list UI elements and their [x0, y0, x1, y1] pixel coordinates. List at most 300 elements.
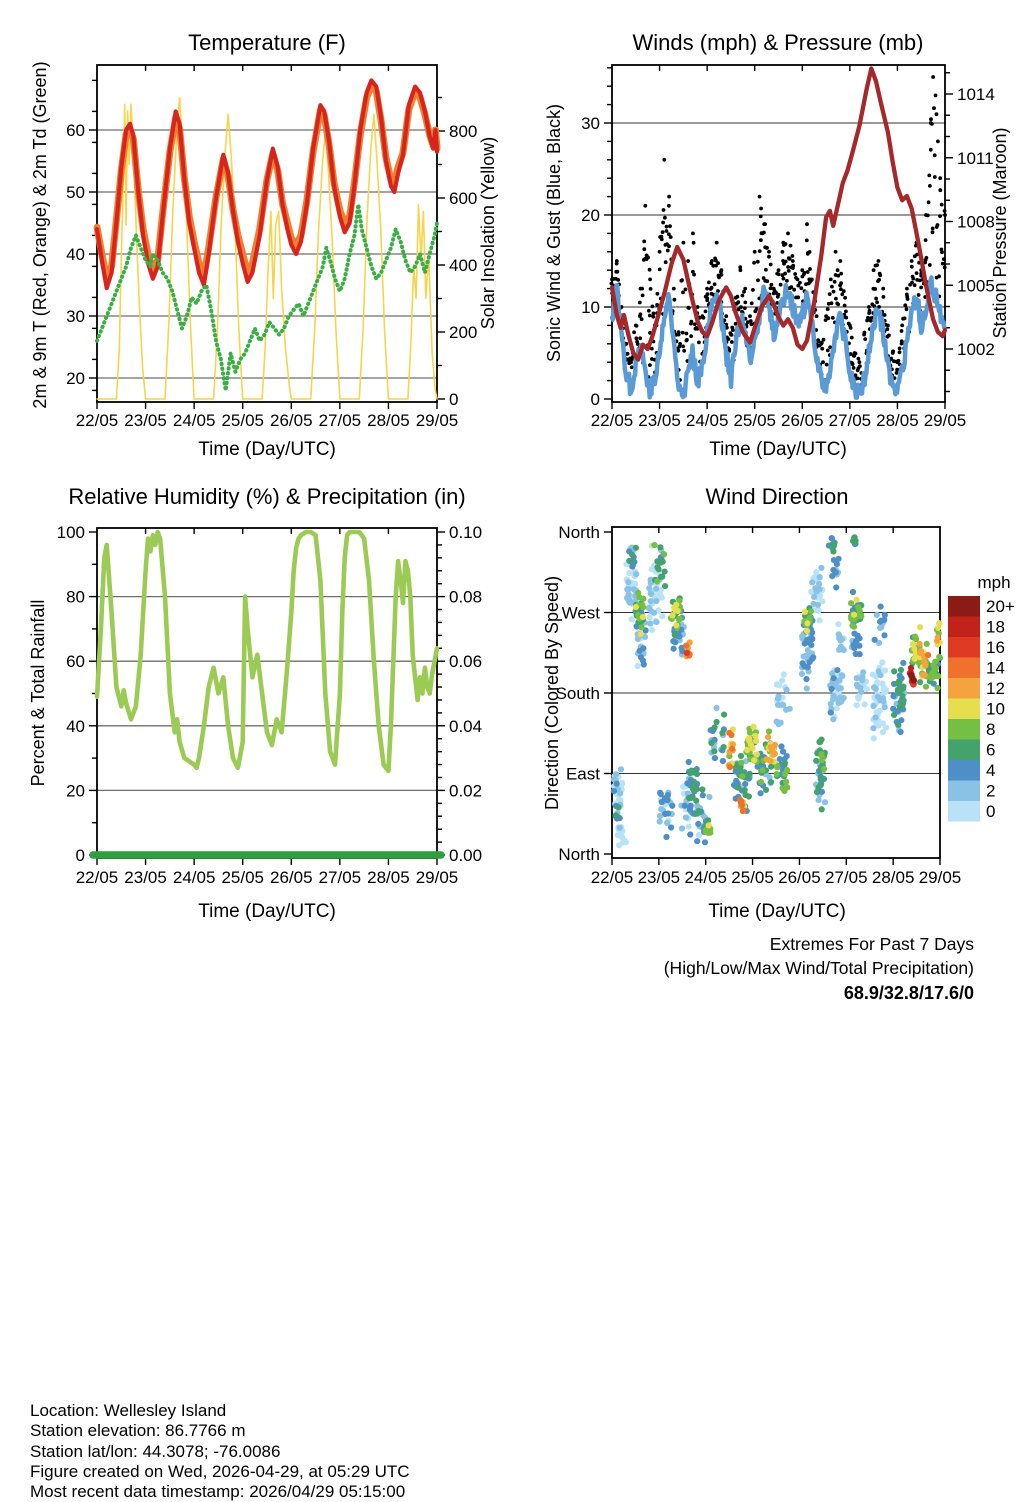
- direction-dot: [647, 621, 653, 627]
- direction-dot: [917, 641, 923, 647]
- x-tick-label: 24/05: [684, 868, 727, 887]
- gust-dot: [791, 266, 795, 270]
- direction-dot: [818, 565, 824, 571]
- direction-dot: [657, 790, 663, 796]
- direction-dot: [897, 688, 903, 694]
- gust-dot: [924, 238, 928, 242]
- gust-dot: [706, 292, 710, 296]
- gust-dot: [758, 249, 762, 253]
- gust-dot: [828, 292, 832, 296]
- legend-label: 8: [986, 720, 996, 739]
- gust-dot: [655, 303, 659, 307]
- direction-dot: [616, 842, 622, 848]
- direction-dot: [741, 808, 747, 814]
- direction-dot: [858, 613, 864, 619]
- gust-dot: [687, 306, 691, 310]
- direction-dot: [699, 786, 705, 792]
- direction-dot: [812, 585, 818, 591]
- direction-dot: [766, 728, 772, 734]
- y-tick-label: 0.04: [449, 716, 483, 736]
- gust-dot: [824, 314, 828, 318]
- direction-dot: [743, 792, 749, 798]
- gust-dot: [638, 301, 642, 305]
- wind-direction-title: Wind Direction: [705, 484, 849, 509]
- gust-dot: [626, 352, 630, 356]
- direction-dot: [853, 538, 859, 544]
- legend-swatch: [948, 719, 980, 740]
- gust-dot: [692, 273, 696, 277]
- direction-dot: [854, 675, 860, 681]
- direction-dot: [748, 741, 754, 747]
- gust-dot: [911, 277, 915, 281]
- direction-dot: [784, 687, 790, 693]
- y-tick-label: 0: [449, 390, 459, 409]
- direction-dot: [628, 558, 634, 564]
- direction-dot: [686, 824, 692, 830]
- direction-dot: [782, 760, 788, 766]
- direction-dot: [898, 667, 904, 673]
- gust-dot: [917, 293, 921, 297]
- direction-dot: [751, 757, 757, 763]
- gust-dot: [716, 261, 720, 265]
- direction-dot: [898, 729, 904, 735]
- direction-dot: [853, 638, 859, 644]
- gust-dot: [905, 293, 909, 297]
- gust-dot: [903, 317, 907, 321]
- direction-dot: [870, 703, 876, 709]
- y-tick-label: 1014: [957, 85, 995, 104]
- gust-dot: [667, 195, 671, 199]
- direction-dot: [640, 657, 646, 663]
- direction-dot: [615, 804, 621, 810]
- gust-dot: [788, 257, 792, 261]
- direction-dot: [808, 608, 814, 614]
- direction-dot: [807, 615, 813, 621]
- gust-dot: [783, 272, 787, 276]
- gust-dot: [786, 232, 790, 236]
- direction-dot: [640, 614, 646, 620]
- direction-dot: [851, 624, 857, 630]
- gust-dot: [875, 300, 879, 304]
- direction-dot: [735, 785, 741, 791]
- direction-dot: [613, 771, 619, 777]
- gust-dot: [669, 235, 673, 239]
- gust-dot: [881, 287, 885, 291]
- gust-dot: [928, 263, 932, 267]
- y-tick-label: 1005: [957, 276, 995, 296]
- direction-dot: [838, 644, 844, 650]
- temperature-title: Temperature (F): [188, 30, 346, 55]
- gust-dot: [940, 248, 944, 252]
- gust-dot: [685, 332, 689, 336]
- gust-dot: [756, 278, 760, 282]
- direction-dot: [822, 799, 828, 805]
- gust-dot: [830, 301, 834, 305]
- gust-dot: [647, 309, 651, 313]
- gust-dot: [691, 232, 695, 236]
- gust-dot: [786, 265, 790, 269]
- gust-dot: [821, 360, 825, 364]
- gust-dot: [933, 153, 937, 157]
- direction-dot: [637, 631, 643, 637]
- gust-dot: [750, 301, 754, 305]
- y-tick-label: 0.08: [449, 587, 483, 607]
- pressure-line: [612, 69, 945, 360]
- direction-dot: [633, 545, 639, 551]
- gust-dot: [943, 213, 947, 217]
- gust-dot: [819, 342, 823, 346]
- direction-dot: [911, 646, 917, 652]
- gust-dot: [844, 316, 848, 320]
- direction-dot: [934, 685, 940, 691]
- direction-dot: [897, 704, 903, 710]
- direction-dot: [878, 624, 884, 630]
- direction-dot: [828, 701, 834, 707]
- direction-dot: [662, 569, 668, 575]
- gust-dot: [667, 204, 671, 208]
- direction-dot: [728, 732, 734, 738]
- gust-dot: [710, 286, 714, 290]
- gust-dot: [648, 268, 652, 272]
- gust-dot: [927, 200, 931, 204]
- direction-dot: [781, 671, 787, 677]
- gust-dot: [748, 314, 752, 318]
- direction-dot: [635, 663, 641, 669]
- y-tick-label: 50: [66, 183, 85, 202]
- direction-dot: [742, 781, 748, 787]
- gust-dot: [616, 278, 620, 282]
- direction-dot: [873, 686, 879, 692]
- gust-dot: [642, 240, 646, 244]
- footer-latlon: Station lat/lon: 44.3078; -76.0086: [30, 1441, 281, 1461]
- wind-direction-plot-area: [556, 523, 962, 887]
- legend-swatch: [948, 637, 980, 658]
- gust-dot: [874, 297, 878, 301]
- direction-dot: [894, 681, 900, 687]
- direction-dot: [809, 579, 815, 585]
- direction-dot: [935, 634, 941, 640]
- x-tick-label: 23/05: [124, 868, 167, 887]
- direction-dot: [816, 797, 822, 803]
- gust-dot: [898, 350, 902, 354]
- direction-dot: [657, 819, 663, 825]
- direction-dot: [833, 584, 839, 590]
- y-tick-label: 200: [449, 323, 478, 342]
- gust-dot: [648, 278, 652, 282]
- direction-dot: [744, 747, 750, 753]
- direction-dot: [714, 719, 720, 725]
- gust-dot: [685, 338, 689, 342]
- y-tick-label: 800: [449, 122, 478, 141]
- gust-dot: [681, 331, 685, 335]
- gust-dot: [822, 338, 826, 342]
- direction-dot: [712, 755, 718, 761]
- direction-dot: [879, 659, 885, 665]
- gust-dot: [867, 311, 871, 315]
- direction-dot: [758, 779, 764, 785]
- direction-dot: [647, 614, 653, 620]
- direction-dot: [629, 552, 635, 558]
- direction-dot: [679, 825, 685, 831]
- y-tick-label: 20: [66, 369, 85, 388]
- legend-label: 20+: [986, 597, 1015, 616]
- direction-dot: [713, 705, 719, 711]
- direction-dot: [839, 636, 845, 642]
- gust-dot: [929, 148, 933, 152]
- direction-dot: [672, 632, 678, 638]
- y-tick-label: South: [555, 684, 600, 703]
- direction-dot: [706, 822, 712, 828]
- direction-dot: [711, 748, 717, 754]
- gust-dot: [686, 259, 690, 263]
- gust-dot: [648, 363, 652, 367]
- gust-dot: [713, 282, 717, 286]
- gust-dot: [796, 278, 800, 282]
- gust-dot: [758, 195, 762, 199]
- gust-dot: [805, 239, 809, 243]
- direction-dot: [853, 597, 859, 603]
- gust-dot: [781, 241, 785, 245]
- direction-dot: [653, 619, 659, 625]
- gust-dot: [873, 287, 877, 291]
- direction-dot: [759, 767, 765, 773]
- winds-xlabel: Time (Day/UTC): [709, 439, 847, 460]
- direction-dot: [830, 716, 836, 722]
- direction-dot: [753, 738, 759, 744]
- gust-dot: [815, 314, 819, 318]
- direction-dot: [639, 602, 645, 608]
- direction-dot: [882, 667, 888, 673]
- direction-dot: [821, 766, 827, 772]
- direction-dot: [778, 743, 784, 749]
- direction-dot: [877, 708, 883, 714]
- gust-dot: [767, 255, 771, 259]
- gust-dot: [662, 208, 666, 212]
- direction-dot: [818, 751, 824, 757]
- direction-dot: [828, 710, 834, 716]
- gust-dot: [852, 366, 856, 370]
- x-tick-label: 27/05: [318, 868, 362, 887]
- x-tick-label: 25/05: [733, 411, 776, 430]
- gust-dot: [656, 292, 660, 296]
- direction-dot: [831, 675, 837, 681]
- gust-dot: [730, 340, 734, 344]
- direction-dot: [870, 725, 876, 731]
- direction-dot: [738, 760, 744, 766]
- x-tick-label: 29/05: [923, 411, 967, 430]
- gust-dot: [664, 260, 668, 264]
- direction-dot: [818, 737, 824, 743]
- gust-dot: [862, 333, 866, 337]
- direction-dot: [639, 624, 645, 630]
- gust-dot: [810, 278, 814, 282]
- gust-dot: [938, 214, 942, 218]
- gust-dot: [853, 351, 857, 355]
- gust-dot: [615, 259, 619, 263]
- gust-dot: [739, 305, 743, 309]
- gust-dot: [750, 322, 754, 326]
- y-tick-label: 600: [449, 189, 478, 208]
- gust-dot: [743, 287, 747, 291]
- gust-dot: [765, 246, 769, 250]
- y-tick-label: 1002: [957, 340, 995, 359]
- wind-direction-panel: [512, 480, 1024, 1029]
- gust-dot: [856, 377, 860, 381]
- y-tick-label: 0.00: [449, 846, 483, 865]
- gust-dot: [779, 283, 783, 287]
- direction-dot: [897, 673, 903, 679]
- direction-dot: [895, 722, 901, 728]
- direction-dot: [837, 694, 843, 700]
- gust-dot: [638, 336, 642, 340]
- gust-dot: [929, 117, 933, 121]
- direction-dot: [882, 612, 888, 618]
- gust-dot: [863, 337, 867, 341]
- gust-dot: [936, 140, 940, 144]
- gust-dot: [681, 291, 685, 295]
- gust-dot: [900, 329, 904, 333]
- gust-dot: [736, 300, 740, 304]
- direction-dot: [917, 679, 923, 685]
- legend-swatch: [948, 699, 980, 720]
- gust-dot: [705, 296, 709, 300]
- direction-dot: [802, 609, 808, 615]
- direction-dot: [874, 612, 880, 618]
- gust-dot: [743, 306, 747, 310]
- gust-dot: [715, 241, 719, 245]
- direction-dot: [801, 663, 807, 669]
- gust-dot: [610, 278, 614, 282]
- gust-dot: [651, 305, 655, 309]
- wind-direction-xlabel: Time (Day/UTC): [708, 901, 846, 922]
- direction-dot: [747, 730, 753, 736]
- gust-dot: [935, 112, 939, 116]
- y-tick-label: North: [558, 845, 600, 864]
- gust-dot: [753, 250, 757, 254]
- direction-dot: [855, 604, 861, 610]
- direction-dot: [871, 735, 877, 741]
- direction-dot: [611, 788, 617, 794]
- direction-dot: [624, 586, 630, 592]
- direction-dot: [705, 830, 711, 836]
- direction-dot: [696, 832, 702, 838]
- x-tick-label: 22/05: [590, 868, 634, 887]
- direction-dot: [633, 571, 639, 577]
- gust-dot: [789, 285, 793, 289]
- direction-dot: [815, 602, 821, 608]
- direction-dot: [851, 631, 857, 637]
- winds-pressure-chart: [512, 0, 1024, 480]
- gust-dot: [839, 281, 843, 285]
- gust-dot: [941, 262, 945, 266]
- direction-dot: [921, 659, 927, 665]
- direction-dot: [923, 684, 929, 690]
- direction-dot: [683, 814, 689, 820]
- direction-dot: [784, 768, 790, 774]
- humidity-ylabel-left: Percent & Total Rainfall: [28, 599, 48, 787]
- gust-dot: [932, 106, 936, 110]
- direction-dot: [758, 790, 764, 796]
- direction-dot: [811, 594, 817, 600]
- legend-title: mph: [977, 573, 1011, 592]
- gust-dot: [782, 277, 786, 281]
- gust-dot: [891, 351, 895, 355]
- gust-dot: [682, 349, 686, 353]
- direction-dot: [684, 780, 690, 786]
- x-tick-label: 29/05: [415, 868, 459, 887]
- gust-dot: [640, 317, 644, 321]
- gust-dot: [684, 288, 688, 292]
- legend-label: 16: [986, 638, 1005, 657]
- gust-dot: [752, 261, 756, 265]
- direction-dot: [640, 645, 646, 651]
- gust-dot: [905, 307, 909, 311]
- gust-dot: [639, 287, 643, 291]
- footer-elevation: Station elevation: 86.7766 m: [30, 1421, 246, 1441]
- direction-dot: [618, 766, 624, 772]
- gust-dot: [767, 250, 771, 254]
- direction-dot: [891, 668, 897, 674]
- gust-dot: [924, 258, 928, 262]
- wind-direction-chart: [512, 480, 1024, 1024]
- direction-dot: [872, 714, 878, 720]
- gust-dot: [731, 328, 735, 332]
- gust-dot: [938, 176, 942, 180]
- legend-label: 18: [986, 617, 1005, 637]
- gust-dot: [834, 297, 838, 301]
- humidity-line: [97, 532, 437, 771]
- y-tick-label: North: [558, 523, 600, 542]
- gust-dot: [832, 290, 836, 294]
- gust-dot: [877, 278, 881, 282]
- direction-dot: [626, 592, 632, 598]
- gust-dot: [943, 266, 947, 270]
- direction-dot: [929, 672, 935, 678]
- direction-dot: [662, 583, 668, 589]
- direction-dot: [936, 654, 942, 660]
- gust-dot: [643, 204, 647, 208]
- gust-dot: [830, 285, 834, 289]
- gust-dot: [931, 230, 935, 234]
- humidity-title: Relative Humidity (%) & Precipitation (in): [68, 484, 466, 509]
- direction-dot: [657, 544, 663, 550]
- direction-dot: [891, 712, 897, 718]
- direction-dot: [719, 730, 725, 736]
- direction-dot: [754, 751, 760, 757]
- extremes-line1: Extremes For Past 7 Days: [769, 934, 974, 954]
- direction-dot: [614, 781, 620, 787]
- direction-dot: [831, 557, 837, 563]
- direction-dot: [702, 839, 708, 845]
- legend-label: 12: [986, 679, 1005, 698]
- legend-swatch: [948, 801, 980, 822]
- gust-dot: [842, 289, 846, 293]
- direction-dot: [668, 824, 674, 830]
- gust-dot: [762, 231, 766, 235]
- direction-dot: [834, 667, 840, 673]
- temperature-chart: [0, 0, 512, 480]
- direction-dot: [777, 756, 783, 762]
- x-tick-label: 28/05: [367, 868, 410, 887]
- temperature-xlabel: Time (Day/UTC): [198, 439, 336, 460]
- direction-dot: [767, 758, 773, 764]
- y-tick-label: 0: [590, 390, 600, 409]
- direction-dot: [807, 659, 813, 665]
- footer-created: Figure created on Wed, 2026-04-29, at 05:29 UTC: [30, 1461, 410, 1481]
- direction-dot: [784, 753, 790, 759]
- gust-dot: [833, 280, 837, 284]
- y-tick-label: West: [561, 603, 600, 623]
